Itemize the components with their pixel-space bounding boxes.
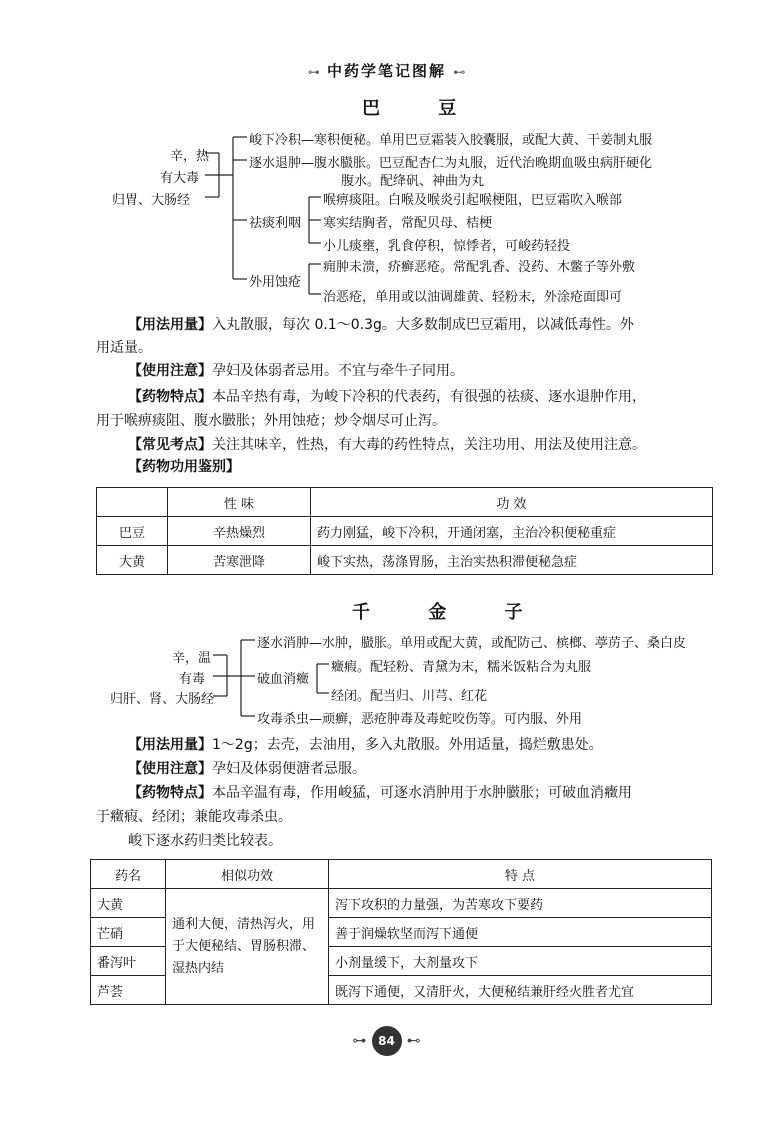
qjz-feature: 【药物特点】本品辛温有毒，作用峻猛，可逐水消肿用于水肿臌胀；可破血消癥用 (128, 785, 632, 801)
qjz-item: 癥瘕。配轻粉、青黛为末，糯米饭粘合为丸服 (331, 660, 592, 675)
header-title: 中药学笔记图解 (326, 62, 446, 80)
qjz-compare-table (90, 859, 712, 1005)
badou-item: 外用蚀疮 (249, 275, 302, 290)
table-row: 芒硝 善于润燥软坚而泻下通便 (91, 918, 712, 947)
qjz-usage: 【用法用量】1～2g；去壳，去油用，多入丸散服。外用适量，捣烂敷患处。 (128, 737, 603, 753)
qjz-item: 破血消癥 (257, 672, 310, 687)
table-header-row: 药名 相似功效 特 点 (91, 860, 712, 889)
header-ornament-right: ⊷ (453, 65, 466, 79)
badou-usage-cont: 用适量。 (96, 340, 152, 356)
table-row: 大黄 苦寒泄降 峻下实热，荡涤胃肠，主治实热积滞便秘急症 (97, 546, 713, 575)
badou-item: 治恶疮，单用或以油调雄黄、轻粉末，外涂疮面即可 (323, 290, 623, 305)
qjz-table-caption: 峻下逐水药归类比较表。 (128, 833, 282, 849)
badou-item: 痈肿未溃，疥癣恶疮。常配乳香、没药、木鳖子等外敷 (323, 260, 636, 275)
badou-usage: 【用法用量】入丸散服，每次 0.1～0.3g。大多数制成巴豆霜用，以减低毒性。外 (128, 317, 634, 333)
qjz-feature-cont: 于癥瘕、经闭；兼能攻毒杀虫。 (96, 809, 292, 825)
qjz-caution: 【使用注意】孕妇及体弱便溏者忌服。 (128, 761, 366, 777)
table-row: 芦荟 既泻下通便，又清肝火，大便秘结兼肝经火胜者尤宜 (91, 976, 712, 1005)
badou-item: 小儿痰壅，乳食停积，惊悸者，可峻药轻投 (323, 239, 571, 254)
badou-feature: 【药物特点】本品辛热有毒，为峻下冷积的代表药，有很强的祛痰、逐水退肿作用， (128, 389, 646, 405)
badou-item: 逐水退肿—腹水臌胀。巴豆配杏仁为丸服，近代治晚期血吸虫病肝硬化 (249, 156, 653, 171)
table-header-row: 性 味 功 效 (97, 488, 713, 517)
badou-compare-heading: 【药物功用鉴别】 (128, 459, 240, 475)
page-number: 84 (372, 1026, 402, 1056)
table-row: 巴豆 辛热燥烈 药力刚猛，峻下冷积，开通闭塞，主治冷积便秘重症 (97, 517, 713, 546)
badou-prop-toxicity: 有大毒 (160, 171, 200, 186)
header-ornament-left: ⊶ (307, 65, 320, 79)
qjz-prop-meridian: 归肝、肾、大肠经 (110, 692, 215, 707)
footer-ornament-right: ⊷ (406, 1033, 421, 1049)
qjz-prop-toxicity: 有毒 (179, 672, 206, 687)
section-title-qianjinzi: 千 金 子 (352, 602, 549, 623)
badou-prop-taste: 辛，热 (170, 149, 210, 164)
qjz-item: 逐水消肿—水肿，臌胀。单用或配大黄，或配防己、槟榔、葶苈子、桑白皮 (257, 636, 687, 651)
qjz-prop-taste: 辛，温 (172, 651, 212, 666)
badou-feature-cont: 用于喉痹痰阻、腹水臌胀；外用蚀疮；炒令烟尽可止泻。 (96, 413, 446, 429)
qjz-item: 攻毒杀虫—顽癣，恶疮肿毒及毒蛇咬伤等。可内服、外用 (257, 712, 583, 727)
footer-ornament-left: ⊶ (352, 1033, 367, 1049)
running-header (0, 60, 773, 81)
badou-item: 喉痹痰阻。白喉及喉炎引起喉梗阻，巴豆霜吹入喉部 (323, 193, 623, 208)
table-row: 大黄 通利大便，清热泻火，用于大便秘结、胃肠积滞、湿热内结 泻下攻积的力量强，为苦寒攻下要药 (91, 889, 712, 918)
badou-item: 寒实结胸者，常配贝母、桔梗 (323, 216, 493, 231)
section-title-badou: 巴 豆 (362, 98, 483, 119)
badou-item: 祛痰利咽 (249, 216, 302, 231)
badou-item: 峻下冷积—寒积便秘。单用巴豆霜装入胶囊服，或配大黄、干姜制丸服 (249, 133, 653, 148)
page-footer (0, 1026, 773, 1056)
badou-compare-table (96, 487, 713, 575)
table-row: 番泻叶 小剂量缓下，大剂量攻下 (91, 947, 712, 976)
badou-exam: 【常见考点】关注其味辛，性热，有大毒的药性特点，关注功用、用法及使用注意。 (128, 437, 646, 453)
badou-prop-meridian: 归胃、大肠经 (112, 193, 191, 208)
badou-caution: 【使用注意】孕妇及体弱者忌用。不宜与牵牛子同用。 (128, 363, 464, 379)
qjz-item: 经闭。配当归、川芎、红花 (331, 689, 488, 704)
badou-item: 腹水。配绛矾、神曲为丸 (341, 174, 485, 189)
